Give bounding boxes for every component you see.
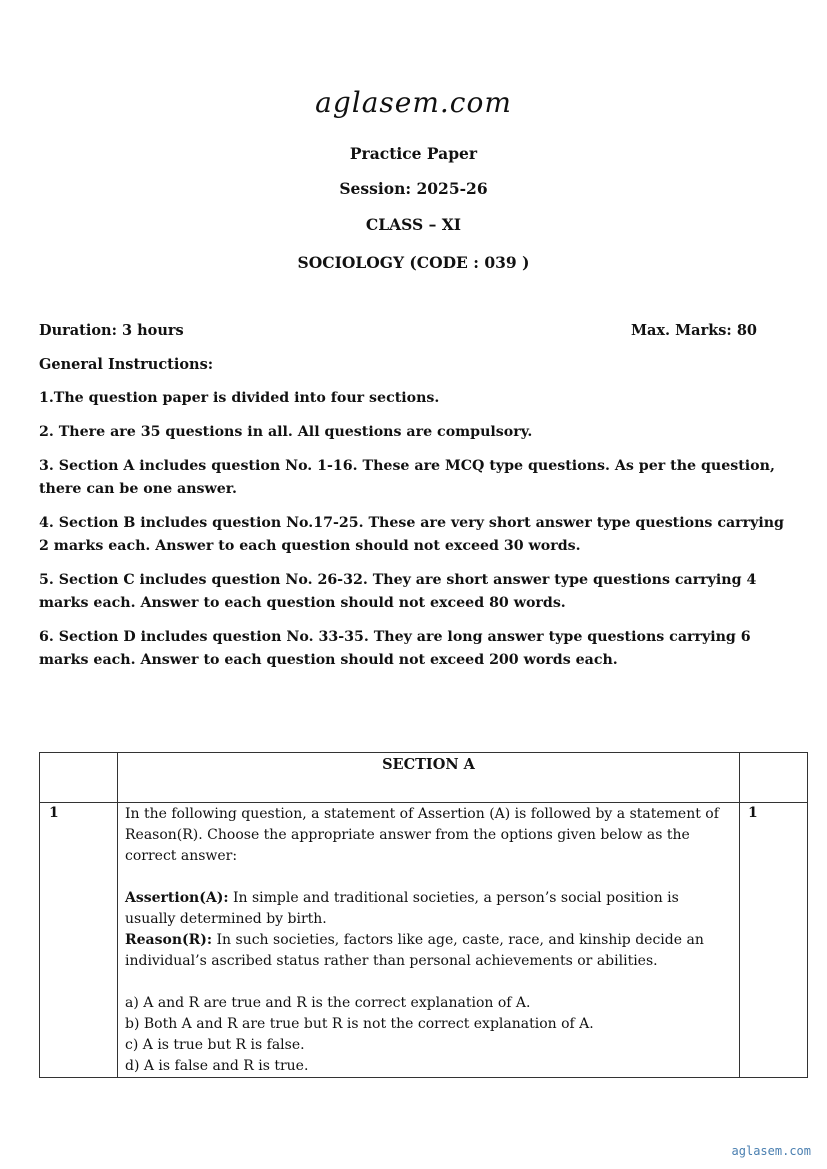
question-intro: In the following question, a statement of Assertion (A) is followed by a statement of Reason(R). Choose the appropriate answer from the options given below as the correct answer: xyxy=(125,806,719,864)
paper-title: Practice Paper xyxy=(349,144,478,163)
question-number: 1 xyxy=(40,803,118,1078)
duration: Duration: 3 hours xyxy=(39,322,184,339)
assertion xyxy=(125,888,733,930)
assertion-label: Assertion(A): xyxy=(125,890,229,906)
footer-url[interactable]: aglasem.com xyxy=(731,1144,811,1158)
instruction-item: 6. Section D includes question No. 33-35. They are long answer type questions carrying 6 marks each. Answer to each question should not exceed 200 words each. xyxy=(39,629,751,668)
question-marks: 1 xyxy=(740,803,808,1078)
question-table xyxy=(39,752,808,1078)
subject-label: SOCIOLOGY (CODE : 039 ) xyxy=(297,253,530,272)
instructions-heading: General Instructions: xyxy=(39,356,214,373)
instruction-item: 1.The question paper is divided into four sections. xyxy=(39,390,440,406)
option-a: a) A and R are true and R is the correct explanation of A. xyxy=(125,995,531,1011)
instruction-item: 5. Section C includes question No. 26-32. They are short answer type questions carrying 4 marks each. Answer to each question should not exceed 80 words. xyxy=(39,572,757,611)
instruction-item: 4. Section B includes question No.17-25. These are very short answer type questions carrying 2 marks each. Answer to each question should not exceed 30 words. xyxy=(39,515,784,554)
reason-label: Reason(R): xyxy=(125,932,213,948)
class-label: CLASS – XI xyxy=(365,215,462,234)
header-empty-right xyxy=(740,753,808,803)
reason xyxy=(125,930,733,972)
section-header-row xyxy=(40,753,808,803)
assertion-text: In simple and traditional societies, a person’s social position is usually determined by birth. xyxy=(125,890,679,927)
session-label: Session: 2025-26 xyxy=(339,179,488,198)
header-empty-left xyxy=(40,753,118,803)
max-marks: Max. Marks: 80 xyxy=(630,322,757,339)
option-c: c) A is true but R is false. xyxy=(125,1037,305,1053)
question-row xyxy=(40,803,808,1078)
instruction-item: 2. There are 35 questions in all. All questions are compulsory. xyxy=(39,424,533,440)
option-d: d) A is false and R is true. xyxy=(125,1058,309,1074)
instruction-item: 3. Section A includes question No. 1-16. These are MCQ type questions. As per the question, there can be one answer. xyxy=(39,458,775,497)
question-body xyxy=(118,803,740,1078)
option-b: b) Both A and R are true but R is not the correct explanation of A. xyxy=(125,1016,594,1032)
site-logo: aglasem.com xyxy=(315,86,512,119)
section-title: SECTION A xyxy=(118,753,740,803)
reason-text: In such societies, factors like age, caste, race, and kinship decide an individual’s ascribed status rather than personal achievements or abilities. xyxy=(125,932,704,969)
